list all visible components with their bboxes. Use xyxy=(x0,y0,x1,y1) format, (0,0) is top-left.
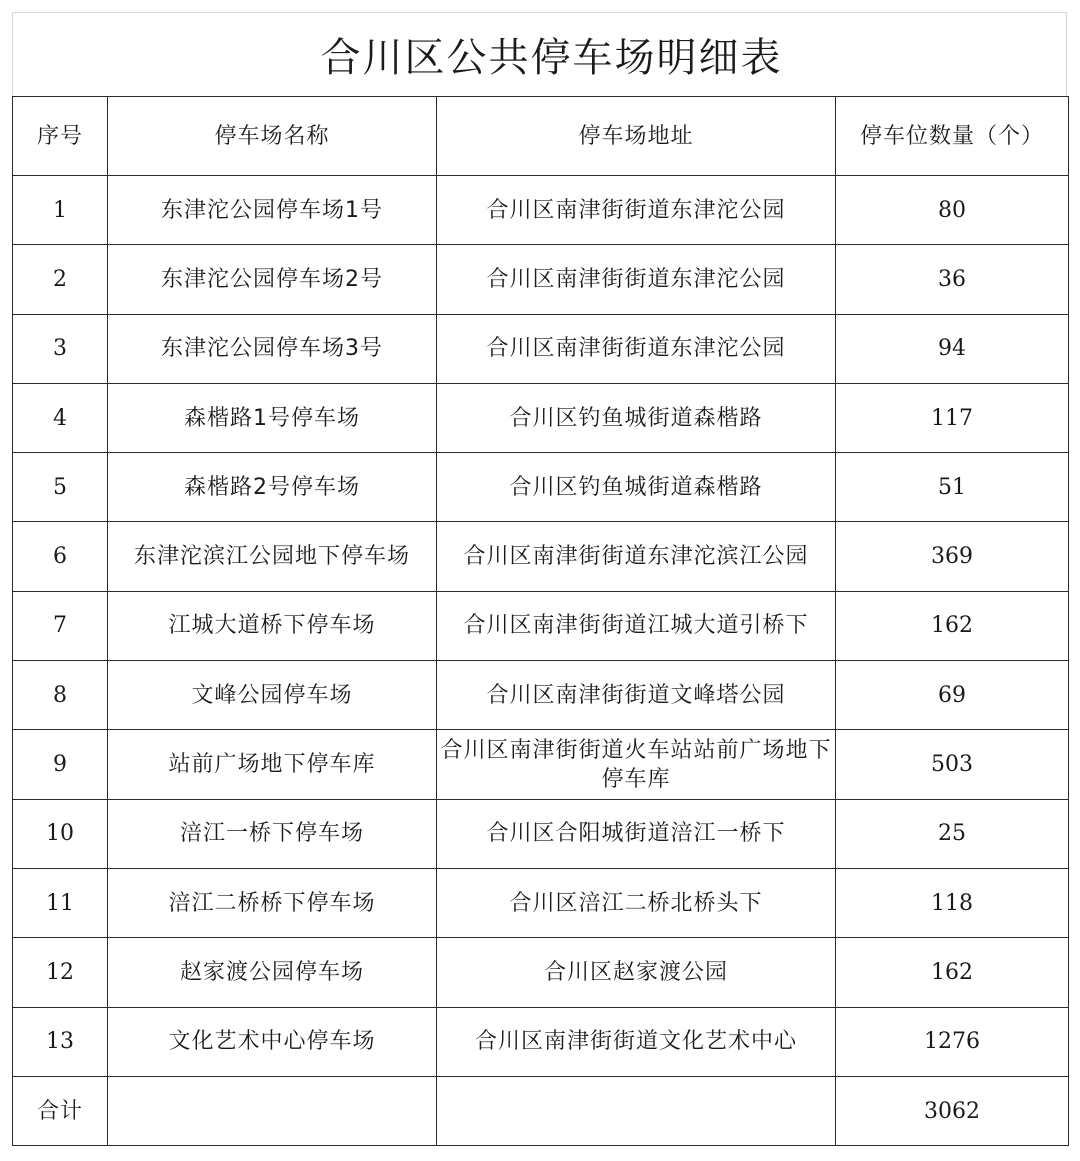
parking-spaces: 36 xyxy=(836,245,1069,314)
parking-spaces: 25 xyxy=(836,799,1069,868)
table-row xyxy=(13,383,1069,452)
parking-name: 森楷路2号停车场 xyxy=(108,453,437,522)
row-index: 4 xyxy=(13,383,108,452)
row-index: 6 xyxy=(13,522,108,591)
header-address: 停车场地址 xyxy=(437,97,836,176)
total-name-empty xyxy=(108,1076,437,1145)
parking-spaces: 503 xyxy=(836,730,1069,799)
parking-name: 东津沱滨江公园地下停车场 xyxy=(108,522,437,591)
row-index: 10 xyxy=(13,799,108,868)
row-index: 9 xyxy=(13,730,108,799)
table-row xyxy=(13,591,1069,660)
header-name: 停车场名称 xyxy=(108,97,437,176)
parking-name: 涪江一桥下停车场 xyxy=(108,799,437,868)
parking-name: 文峰公园停车场 xyxy=(108,661,437,730)
total-address-empty xyxy=(437,1076,836,1145)
row-index: 11 xyxy=(13,868,108,937)
header-spaces: 停车位数量（个） xyxy=(836,97,1069,176)
table-row xyxy=(13,730,1069,799)
total-row xyxy=(13,1076,1069,1145)
parking-address: 合川区南津街街道东津沱滨江公园 xyxy=(437,522,836,591)
parking-name: 涪江二桥桥下停车场 xyxy=(108,868,437,937)
parking-name: 东津沱公园停车场1号 xyxy=(108,176,437,245)
parking-name: 森楷路1号停车场 xyxy=(108,383,437,452)
parking-spaces: 369 xyxy=(836,522,1069,591)
parking-name: 站前广场地下停车库 xyxy=(108,730,437,799)
table-row xyxy=(13,176,1069,245)
parking-spaces: 1276 xyxy=(836,1007,1069,1076)
parking-address: 合川区南津街街道东津沱公园 xyxy=(437,314,836,383)
parking-address: 合川区南津街街道文峰塔公园 xyxy=(437,661,836,730)
parking-address: 合川区南津街街道江城大道引桥下 xyxy=(437,591,836,660)
row-index: 7 xyxy=(13,591,108,660)
table-row xyxy=(13,868,1069,937)
table-row xyxy=(13,799,1069,868)
row-index: 13 xyxy=(13,1007,108,1076)
total-spaces: 3062 xyxy=(836,1076,1069,1145)
parking-address: 合川区南津街街道东津沱公园 xyxy=(437,245,836,314)
table-row xyxy=(13,522,1069,591)
parking-address: 合川区合阳城街道涪江一桥下 xyxy=(437,799,836,868)
parking-name: 江城大道桥下停车场 xyxy=(108,591,437,660)
parking-address: 合川区涪江二桥北桥头下 xyxy=(437,868,836,937)
parking-address: 合川区钓鱼城街道森楷路 xyxy=(437,383,836,452)
header-index: 序号 xyxy=(13,97,108,176)
table-row xyxy=(13,314,1069,383)
parking-name: 东津沱公园停车场3号 xyxy=(108,314,437,383)
parking-spaces: 69 xyxy=(836,661,1069,730)
parking-address: 合川区南津街街道东津沱公园 xyxy=(437,176,836,245)
parking-spaces: 117 xyxy=(836,383,1069,452)
table-row xyxy=(13,938,1069,1007)
parking-spaces: 162 xyxy=(836,938,1069,1007)
parking-table-sheet xyxy=(12,12,1067,1149)
parking-spaces: 94 xyxy=(836,314,1069,383)
parking-address: 合川区钓鱼城街道森楷路 xyxy=(437,453,836,522)
parking-spaces: 162 xyxy=(836,591,1069,660)
parking-name: 赵家渡公园停车场 xyxy=(108,938,437,1007)
header-row xyxy=(13,97,1069,176)
row-index: 12 xyxy=(13,938,108,1007)
parking-address: 合川区南津街街道火车站站前广场地下停车库 xyxy=(437,730,836,799)
parking-name: 文化艺术中心停车场 xyxy=(108,1007,437,1076)
table-row xyxy=(13,245,1069,314)
total-label: 合计 xyxy=(13,1076,108,1145)
row-index: 2 xyxy=(13,245,108,314)
title-row xyxy=(12,12,1067,96)
row-index: 3 xyxy=(13,314,108,383)
parking-spaces: 118 xyxy=(836,868,1069,937)
row-index: 5 xyxy=(13,453,108,522)
table-row xyxy=(13,453,1069,522)
row-index: 1 xyxy=(13,176,108,245)
parking-name: 东津沱公园停车场2号 xyxy=(108,245,437,314)
parking-table xyxy=(12,96,1069,1146)
parking-spaces: 80 xyxy=(836,176,1069,245)
parking-spaces: 51 xyxy=(836,453,1069,522)
parking-address: 合川区南津街街道文化艺术中心 xyxy=(437,1007,836,1076)
table-row xyxy=(13,1007,1069,1076)
row-index: 8 xyxy=(13,661,108,730)
parking-address: 合川区赵家渡公园 xyxy=(437,938,836,1007)
page-title: 合川区公共停车场明细表 xyxy=(320,35,783,81)
table-row xyxy=(13,661,1069,730)
